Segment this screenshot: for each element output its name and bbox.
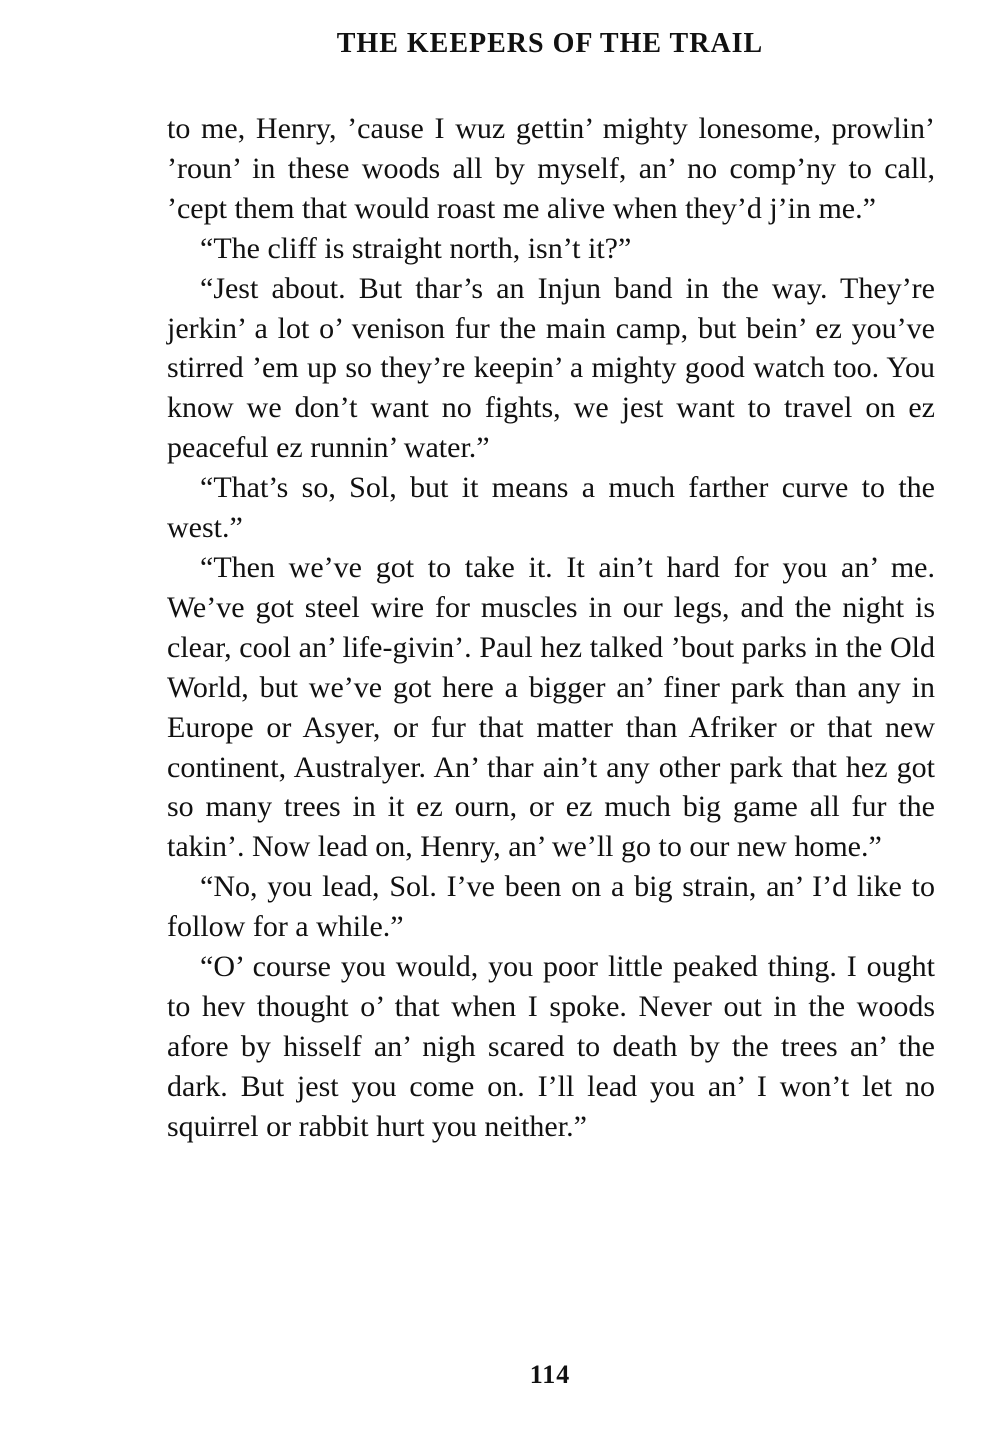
paragraph: “Then we’ve got to take it. It ain’t hard for you an’ me. We’ve got steel wire for muscles in our legs, and the night is clear, cool an’ life-givin’. Paul hez talked ’bout parks in the Old World, but we’ve got here a bigger an’ finer park than any in Europe or Asyer, or fur that matter than Afriker or that new continent, Australyer. An’ thar ain’t any other park that hez got so many trees in it ez ourn, or ez much big game all fur the takin’. Now lead on, Henry, an’ we’ll go to our new home.” <box>167 550 935 864</box>
paragraph: “The cliff is straight north, isn’t it?” <box>200 231 632 265</box>
body-text <box>167 109 935 1147</box>
paragraph: “Jest about. But thar’s an Injun band in the way. They’re jerkin’ a lot o’ venison fur the main camp, but bein’ ez you’ve stirred ’em up so they’re keepin’ a mighty good watch too. You know we don’t want no fights, we jest want to travel on ez peaceful ez runnin’ water.” <box>167 271 935 465</box>
paragraph: “That’s so, Sol, but it means a much farther curve to the west.” <box>167 471 935 545</box>
running-head: THE KEEPERS OF THE TRAIL <box>336 28 764 59</box>
paragraph: “O’ course you would, you poor little peaked thing. I ought to hev thought o’ that when I spoke. Never out in the woods afore by hisself an’ nigh scared to death by the trees an’ the dark. But jest you come on. I’ll lead you an’ I won’t let no squirrel or rabbit hurt you neither.” <box>167 950 935 1143</box>
paragraph: “No, you lead, Sol. I’ve been on a big strain, an’ I’d like to follow for a while.” <box>167 870 935 944</box>
paragraph: to me, Henry, ’cause I wuz gettin’ mighty lonesome, prowlin’ ’roun’ in these woods all by myself, an’ no comp’ny to call, ’cept them that would roast me alive when they’d j’in me.” <box>167 112 935 225</box>
page-number: 114 <box>529 1360 571 1389</box>
